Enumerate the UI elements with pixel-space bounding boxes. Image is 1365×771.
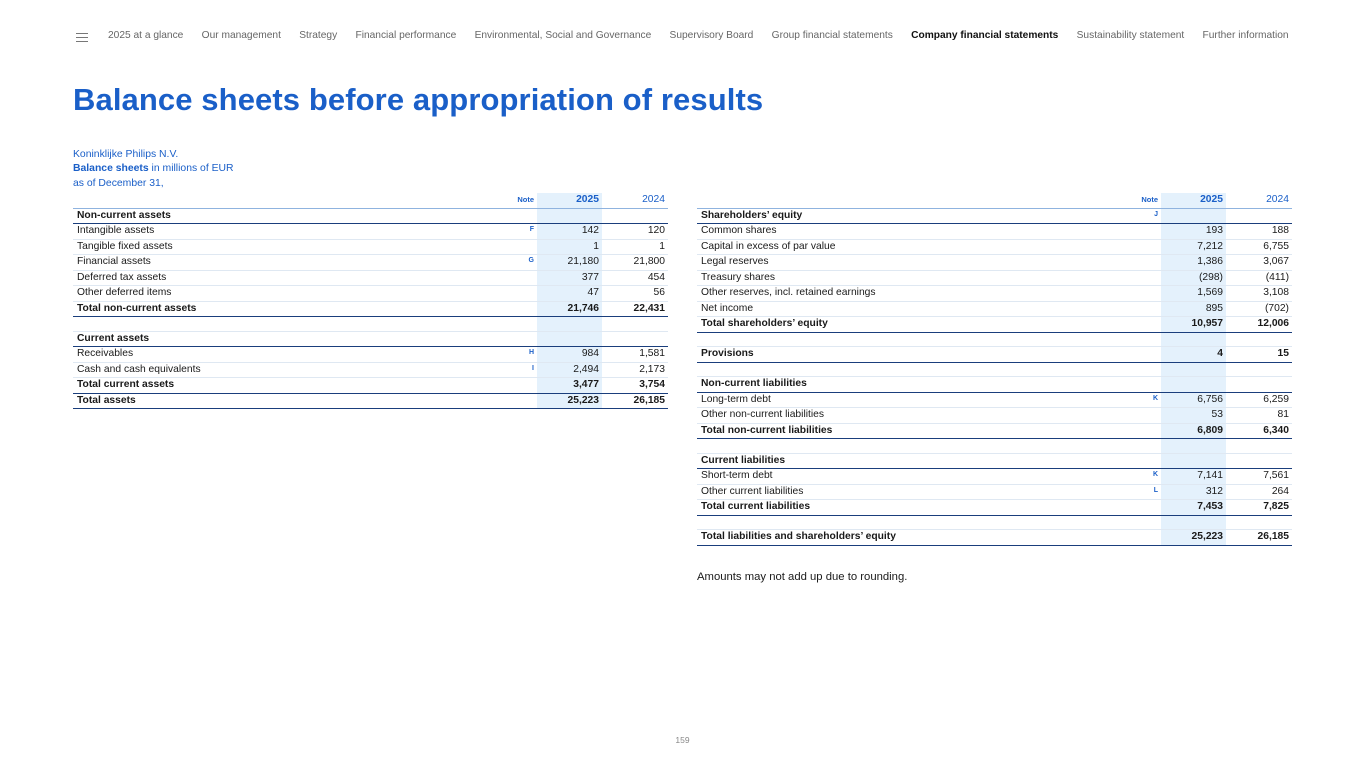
note-ref	[1100, 286, 1161, 302]
row-label: Total non-current assets	[73, 301, 476, 317]
value-2025: 2025	[537, 193, 602, 208]
value-2025: 53	[1161, 408, 1226, 424]
row-label: Capital in excess of par value	[697, 239, 1100, 255]
value-2025: 377	[537, 270, 602, 286]
value-2025: 7,453	[1161, 500, 1226, 516]
value-2025: 895	[1161, 301, 1226, 317]
note-ref: I	[476, 362, 537, 378]
row-label: Provisions	[697, 347, 1100, 363]
sheet-unit: in millions of EUR	[148, 163, 234, 175]
table-row	[697, 377, 1292, 393]
value-2025: 312	[1161, 484, 1226, 500]
value-2024	[1226, 332, 1292, 347]
value-2024: 2024	[1226, 193, 1292, 208]
row-label: Non-current liabilities	[697, 377, 1100, 393]
note-ref: K	[1100, 392, 1161, 408]
value-2024: (702)	[1226, 301, 1292, 317]
value-2025	[1161, 332, 1226, 347]
row-label: Net income	[697, 301, 1100, 317]
table-row	[73, 286, 668, 302]
note-ref	[1100, 530, 1161, 546]
row-label	[697, 515, 1100, 530]
row-label: Long-term debt	[697, 392, 1100, 408]
value-2024: 1	[602, 239, 668, 255]
value-2024	[602, 331, 668, 347]
value-2024	[1226, 439, 1292, 454]
spacer-row	[73, 317, 668, 332]
note-ref	[1100, 453, 1161, 469]
spacer-row	[697, 332, 1292, 347]
note-ref	[476, 208, 537, 224]
table-row	[697, 408, 1292, 424]
value-2025: 10,957	[1161, 317, 1226, 333]
nav-item-esg[interactable]: Environmental, Social and Governance	[474, 30, 652, 41]
value-2024: 264	[1226, 484, 1292, 500]
row-label: Total shareholders’ equity	[697, 317, 1100, 333]
table-row	[73, 362, 668, 378]
table-row	[697, 270, 1292, 286]
table-row	[73, 255, 668, 271]
note-ref: H	[476, 347, 537, 363]
row-label	[697, 332, 1100, 347]
note-ref	[476, 393, 537, 409]
note-ref	[476, 317, 537, 332]
value-2024: 7,561	[1226, 469, 1292, 485]
value-2025: 2025	[1161, 193, 1226, 208]
row-label: Tangible fixed assets	[73, 239, 476, 255]
value-2024: 21,800	[602, 255, 668, 271]
nav-item-supervisory-board[interactable]: Supervisory Board	[669, 30, 754, 41]
note-ref: Note	[1100, 193, 1161, 208]
value-2025: 4	[1161, 347, 1226, 363]
table-row	[73, 224, 668, 240]
note-ref: L	[1100, 484, 1161, 500]
table-row	[697, 208, 1292, 224]
note-ref	[1100, 362, 1161, 377]
note-ref	[476, 331, 537, 347]
row-label: Short-term debt	[697, 469, 1100, 485]
value-2024: 120	[602, 224, 668, 240]
table-row	[697, 239, 1292, 255]
row-label: Current liabilities	[697, 453, 1100, 469]
value-2024: 81	[1226, 408, 1292, 424]
value-2025: 3,477	[537, 378, 602, 394]
row-label: Deferred tax assets	[73, 270, 476, 286]
row-label: Cash and cash equivalents	[73, 362, 476, 378]
value-2025	[1161, 453, 1226, 469]
row-label: Shareholders’ equity	[697, 208, 1100, 224]
rounding-footnote: Amounts may not add up due to rounding.	[697, 571, 908, 583]
row-label: Legal reserves	[697, 255, 1100, 271]
value-2025	[1161, 515, 1226, 530]
value-2024	[1226, 377, 1292, 393]
value-2024: 3,754	[602, 378, 668, 394]
value-2024	[1226, 453, 1292, 469]
value-2024: 56	[602, 286, 668, 302]
nav-item-group-financial-statements[interactable]: Group financial statements	[771, 30, 893, 41]
value-2025	[537, 317, 602, 332]
table-row	[73, 301, 668, 317]
row-label: Other reserves, incl. retained earnings	[697, 286, 1100, 302]
table-row	[73, 239, 668, 255]
table-row	[73, 331, 668, 347]
spacer-row	[697, 439, 1292, 454]
table-header-row	[73, 193, 668, 208]
value-2024	[1226, 515, 1292, 530]
table-row	[73, 347, 668, 363]
note-ref	[1100, 408, 1161, 424]
row-label: Other deferred items	[73, 286, 476, 302]
value-2024	[1226, 208, 1292, 224]
assets-table	[73, 193, 668, 409]
table-row	[697, 286, 1292, 302]
page-title: Balance sheets before appropriation of results	[73, 82, 764, 117]
value-2024: 2,173	[602, 362, 668, 378]
value-2025: 25,223	[1161, 530, 1226, 546]
table-row	[73, 378, 668, 394]
nav-item-at-a-glance[interactable]: 2025 at a glance	[108, 30, 184, 41]
value-2024	[602, 317, 668, 332]
value-2024: 2024	[602, 193, 668, 208]
value-2025	[1161, 439, 1226, 454]
value-2024: 1,581	[602, 347, 668, 363]
note-ref	[476, 378, 537, 394]
table-row	[697, 423, 1292, 439]
value-2024: 26,185	[1226, 530, 1292, 546]
value-2024: 7,825	[1226, 500, 1292, 516]
value-2025: 7,141	[1161, 469, 1226, 485]
nav-item-further-information[interactable]: Further information	[1202, 30, 1289, 41]
value-2025: 6,756	[1161, 392, 1226, 408]
note-ref	[1100, 317, 1161, 333]
row-label: Non-current assets	[73, 208, 476, 224]
note-ref	[476, 270, 537, 286]
nav-items	[108, 30, 1307, 41]
value-2025: 21,180	[537, 255, 602, 271]
value-2025: 1,386	[1161, 255, 1226, 271]
value-2025: 1,569	[1161, 286, 1226, 302]
table-header-row	[697, 193, 1292, 208]
row-label: Financial assets	[73, 255, 476, 271]
value-2025: 142	[537, 224, 602, 240]
row-label: Receivables	[73, 347, 476, 363]
value-2025	[537, 331, 602, 347]
nav-item-sustainability-statement[interactable]: Sustainability statement	[1076, 30, 1185, 41]
value-2024: (411)	[1226, 270, 1292, 286]
table-row	[73, 393, 668, 409]
value-2024: 22,431	[602, 301, 668, 317]
value-2025: 25,223	[537, 393, 602, 409]
value-2024: 3,067	[1226, 255, 1292, 271]
note-ref	[476, 239, 537, 255]
value-2025: 7,212	[1161, 239, 1226, 255]
row-label: Total assets	[73, 393, 476, 409]
value-2024: 6,259	[1226, 392, 1292, 408]
company-name: Koninklijke Philips N.V.	[73, 149, 179, 160]
value-2025	[1161, 208, 1226, 224]
note-ref	[476, 286, 537, 302]
row-label: Current assets	[73, 331, 476, 347]
value-2024	[602, 208, 668, 224]
value-2024	[1226, 362, 1292, 377]
note-ref	[476, 301, 537, 317]
value-2025: 47	[537, 286, 602, 302]
note-ref	[1100, 377, 1161, 393]
row-label: Intangible assets	[73, 224, 476, 240]
table-row	[697, 500, 1292, 516]
row-label: Total current assets	[73, 378, 476, 394]
value-2024: 26,185	[602, 393, 668, 409]
note-ref	[1100, 515, 1161, 530]
value-2025: 193	[1161, 224, 1226, 240]
value-2025: 21,746	[537, 301, 602, 317]
value-2024: 12,006	[1226, 317, 1292, 333]
spacer-row	[697, 362, 1292, 377]
row-label: Total non-current liabilities	[697, 423, 1100, 439]
spacer-row	[697, 515, 1292, 530]
row-label: Treasury shares	[697, 270, 1100, 286]
row-label: Other current liabilities	[697, 484, 1100, 500]
row-label: Total liabilities and shareholders’ equity	[697, 530, 1100, 546]
table-row	[697, 224, 1292, 240]
note-ref	[1100, 347, 1161, 363]
value-2025: 984	[537, 347, 602, 363]
table-row	[697, 301, 1292, 317]
row-label	[73, 317, 476, 332]
note-ref	[1100, 239, 1161, 255]
note-ref: Note	[476, 193, 537, 208]
as-of-date: as of December 31,	[73, 177, 164, 189]
value-2025: (298)	[1161, 270, 1226, 286]
table-row	[73, 270, 668, 286]
row-label: Common shares	[697, 224, 1100, 240]
note-ref	[1100, 270, 1161, 286]
sheet-description	[73, 162, 234, 176]
value-2025	[1161, 377, 1226, 393]
value-2024: 6,340	[1226, 423, 1292, 439]
nav-item-financial-performance[interactable]: Financial performance	[355, 30, 457, 41]
row-label	[697, 193, 1100, 208]
value-2025: 1	[537, 239, 602, 255]
sheet-title: Balance sheets	[73, 163, 149, 175]
note-ref: G	[476, 255, 537, 271]
note-ref	[1100, 255, 1161, 271]
row-label: Total current liabilities	[697, 500, 1100, 516]
note-ref: F	[476, 224, 537, 240]
note-ref	[1100, 301, 1161, 317]
row-label	[697, 362, 1100, 377]
note-ref	[1100, 332, 1161, 347]
note-ref: J	[1100, 208, 1161, 224]
table-row	[697, 530, 1292, 546]
table-row	[697, 392, 1292, 408]
row-label: Other non-current liabilities	[697, 408, 1100, 424]
row-label	[697, 439, 1100, 454]
value-2025	[1161, 362, 1226, 377]
nav-item-company-financial-statements[interactable]: Company financial statements	[911, 30, 1059, 41]
table-row	[697, 255, 1292, 271]
hamburger-menu-icon[interactable]	[76, 33, 88, 42]
note-ref: K	[1100, 469, 1161, 485]
note-ref	[1100, 224, 1161, 240]
table-caption	[73, 148, 234, 191]
nav-item-strategy[interactable]: Strategy	[299, 30, 338, 41]
table-row	[73, 208, 668, 224]
liabilities-table	[697, 193, 1292, 546]
value-2025	[537, 208, 602, 224]
nav-item-our-management[interactable]: Our management	[201, 30, 281, 41]
note-ref	[1100, 423, 1161, 439]
value-2024: 3,108	[1226, 286, 1292, 302]
value-2024: 188	[1226, 224, 1292, 240]
note-ref	[1100, 439, 1161, 454]
value-2025: 2,494	[537, 362, 602, 378]
page-number: 159	[675, 735, 690, 745]
table-row	[697, 317, 1292, 333]
value-2024: 454	[602, 270, 668, 286]
table-row	[697, 453, 1292, 469]
table-row	[697, 469, 1292, 485]
value-2024: 6,755	[1226, 239, 1292, 255]
top-navigation	[0, 0, 1365, 74]
row-label	[73, 193, 476, 208]
table-row	[697, 484, 1292, 500]
value-2025: 6,809	[1161, 423, 1226, 439]
table-row	[697, 347, 1292, 363]
note-ref	[1100, 500, 1161, 516]
value-2024: 15	[1226, 347, 1292, 363]
